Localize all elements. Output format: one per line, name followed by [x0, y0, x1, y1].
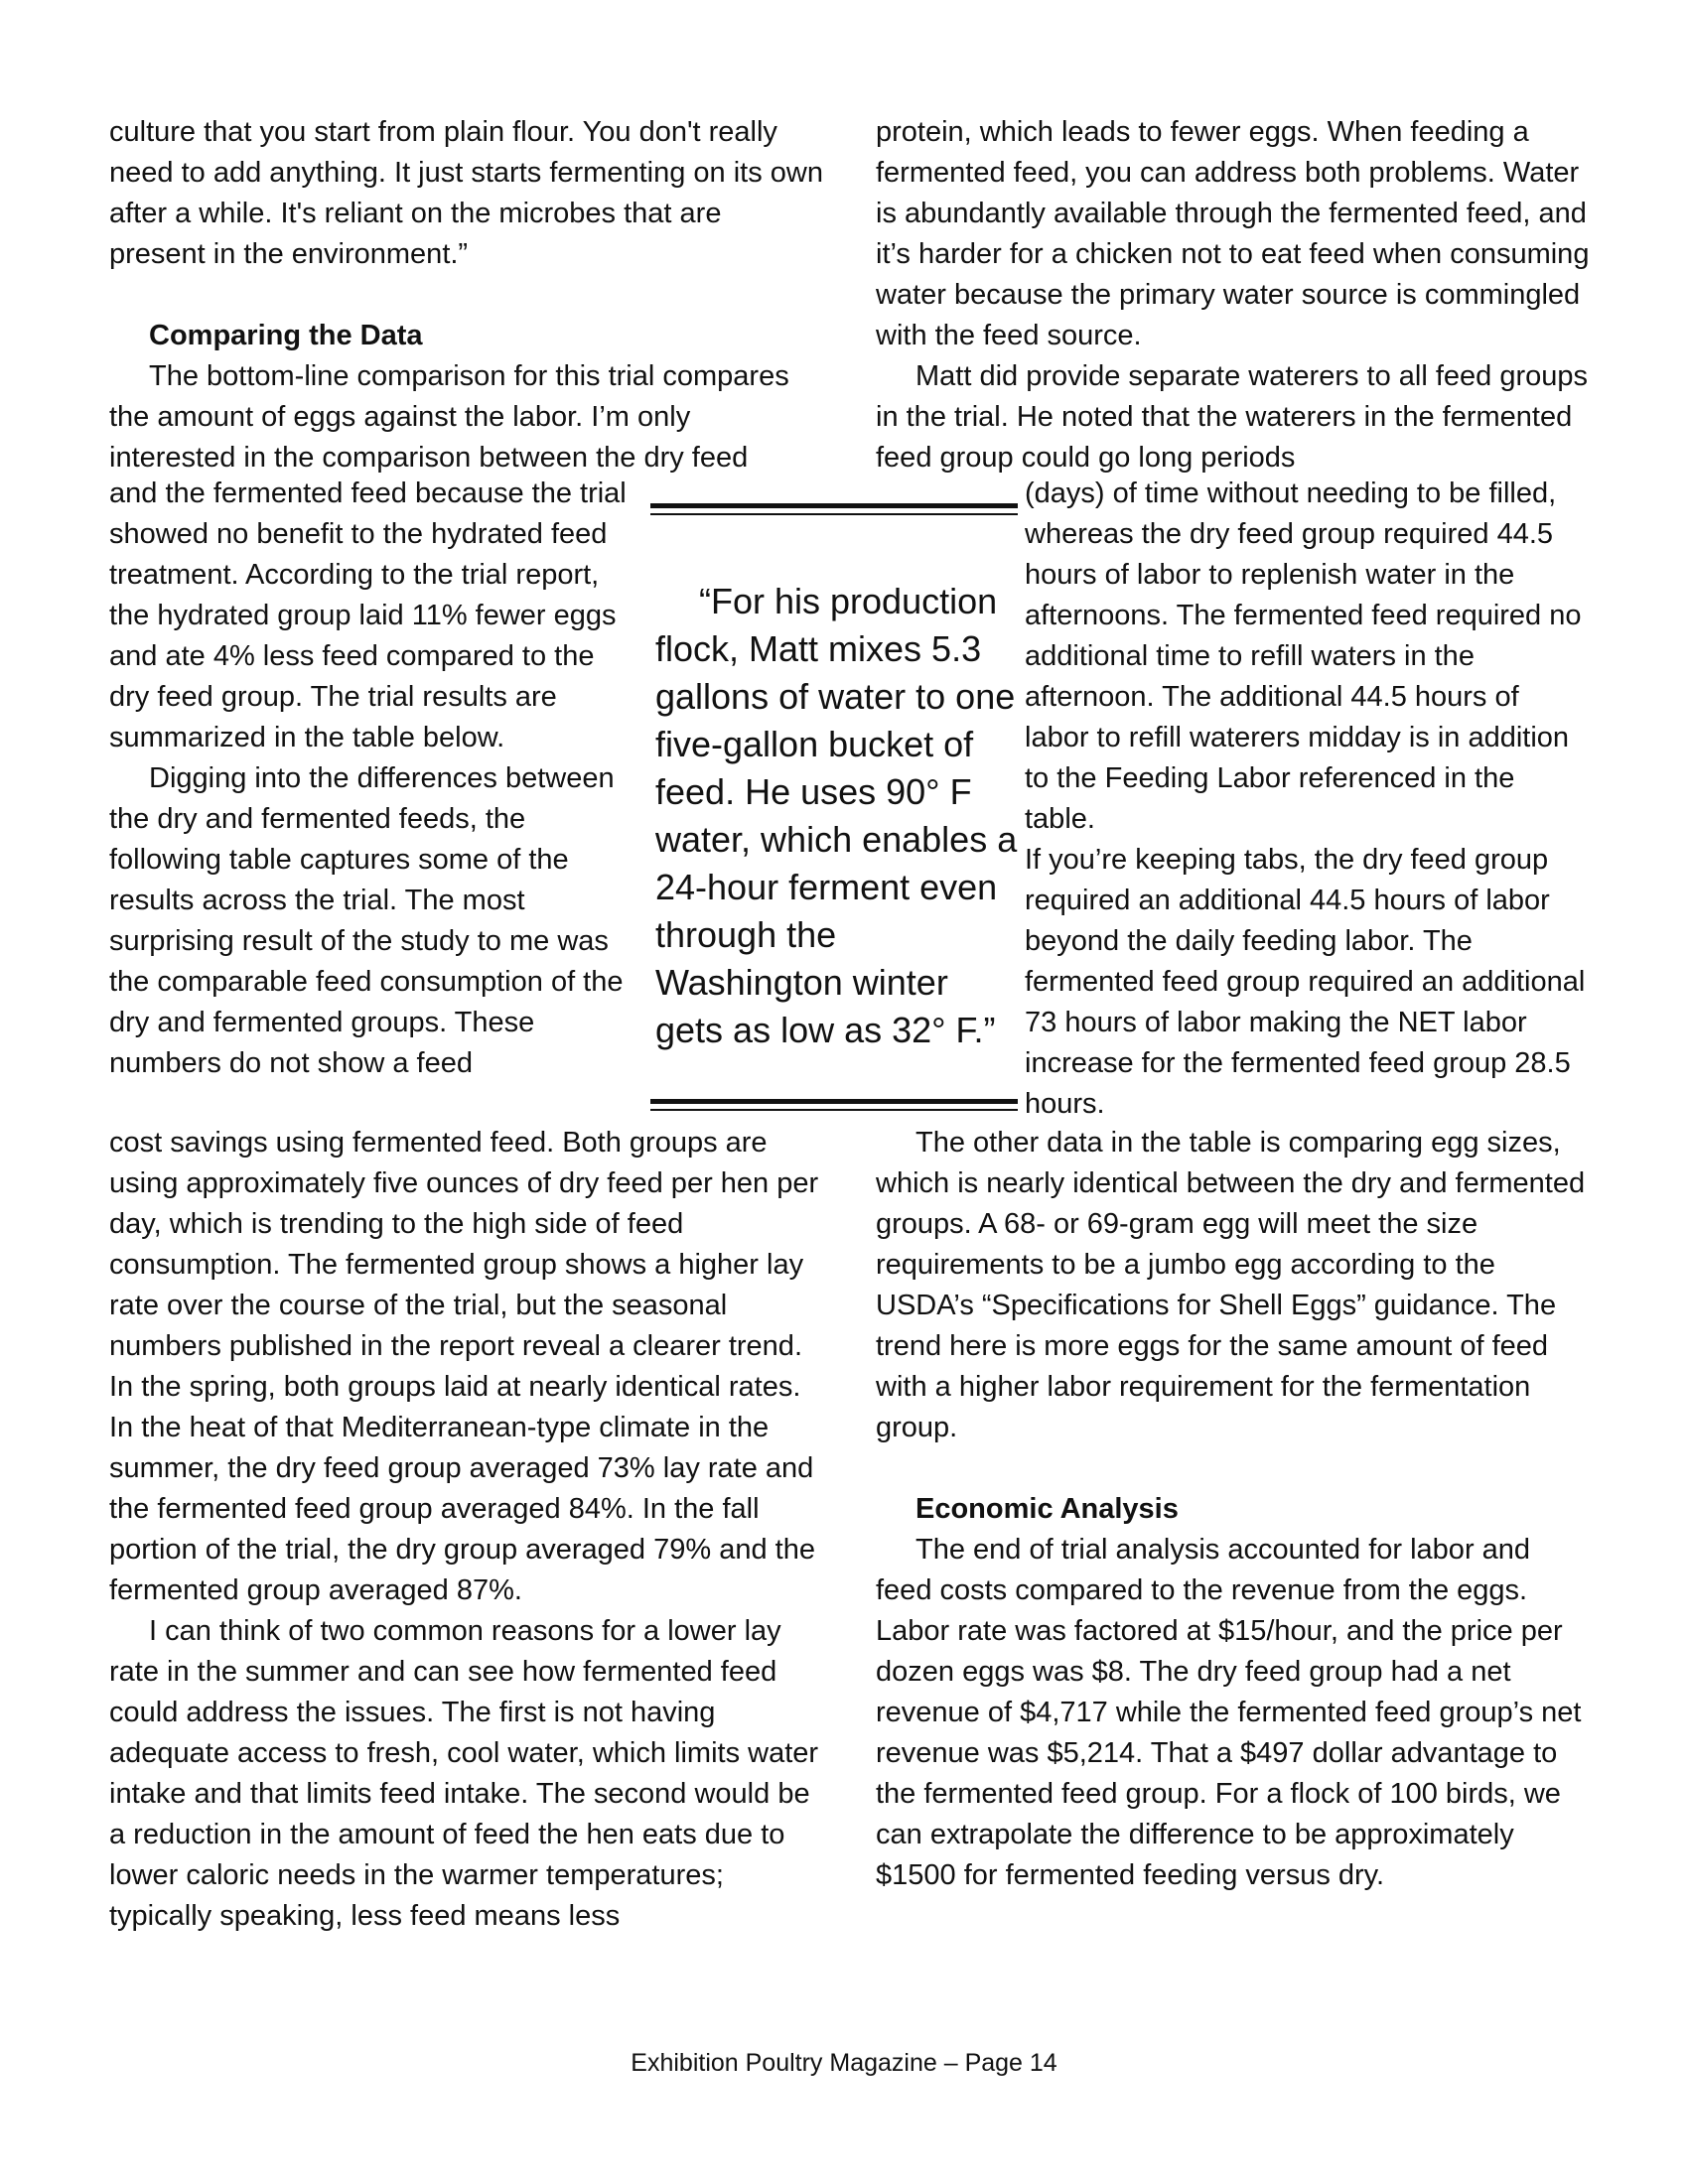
paragraph: Digging into the differences between the dry and fermented feeds, the following table captures some of the results across the trial. The most surprising result of the study to me was the comparable feed consumption of the dry and fermented groups. These numbers do not show a feed	[109, 762, 624, 1079]
pull-quote-rule-top	[650, 503, 1018, 515]
paragraph: The bottom-line comparison for this trial compares the amount of eggs against the labor. I’m only interested in the comparison between the dry feed	[109, 360, 789, 474]
paragraph: If you’re keeping tabs, the dry feed group required an additional 44.5 hours of labor beyond the daily feeding labor. The fermented feed group required an additional 73 hours of labor making the NET labor increase for the fermented feed group 28.5 hours.	[1025, 844, 1586, 1120]
right-column-bottom	[876, 1123, 1591, 1896]
paragraph: (days) of time without needing to be filled, whereas the dry feed group required 44.5 hours of labor to replenish water in the afternoons. The fermented feed required no additional time to refill waters in the afternoon. The additional 44.5 hours of labor to refill waterers midday is in addition to the Feeding Labor referenced in the table.	[1025, 478, 1582, 835]
paragraph: protein, which leads to fewer eggs. When feeding a fermented feed, you can address both problems. Water is abundantly available through the fermented feed, and it’s harder for a chicken not to eat feed when consuming water because the primary water source is commingled with the feed source.	[876, 116, 1590, 351]
section-heading-comparing-data: Comparing the Data	[149, 320, 423, 351]
pull-quote-text: “For his production flock, Matt mixes 5.3 gallons of water to one five-gallon bucket of feed. He uses 90° F water, which enables a 24-hour ferment even through the Washington winter gets as low as 32° F.”	[655, 581, 1018, 1050]
pull-quote-rule-bottom	[650, 1099, 1018, 1111]
left-column-wrap	[109, 474, 640, 1084]
left-column-bottom	[109, 1123, 824, 1937]
pull-quote	[655, 578, 1021, 1054]
page-footer: Exhibition Poultry Magazine – Page 14	[631, 2049, 1057, 2077]
left-column-top	[109, 112, 824, 478]
right-column-wrap	[1025, 474, 1591, 1125]
paragraph: and the fermented feed because the trial showed no benefit to the hydrated feed treatment. According to the trial report, the hydrated group laid 11% fewer eggs and ate 4% less feed compared to the dry feed group. The trial results are summarized in the table below.	[109, 478, 627, 753]
paragraph: culture that you start from plain flour. You don't really need to add anything. It just starts fermenting on its own after a while. It's reliant on the microbes that are present in the environment.”	[109, 116, 823, 270]
paragraph: I can think of two common reasons for a lower lay rate in the summer and can see how fermented feed could address the issues. The first is not having adequate access to fresh, cool water, which limits water intake and that limits feed intake. The second would be a reduction in the amount of feed the hen eats due to lower caloric needs in the warmer temperatures; typically speaking, less feed means less	[109, 1615, 819, 1932]
paragraph: The other data in the table is comparing egg sizes, which is nearly identical between the dry and fermented groups. A 68- or 69-gram egg will meet the size requirements to be a jumbo egg according to the USDA’s “Specifications for Shell Eggs” guidance. The trend here is more eggs for the same amount of feed with a higher labor requirement for the fermentation group.	[876, 1127, 1586, 1443]
section-heading-economic-analysis: Economic Analysis	[915, 1493, 1179, 1525]
paragraph: The end of trial analysis accounted for labor and feed costs compared to the revenue from the eggs. Labor rate was factored at $15/hour, and the price per dozen eggs was $8. The dry feed group had a net revenue of $4,717 while the fermented feed group’s net revenue was $5,214. That a $497 dollar advantage to the fermented feed group. For a flock of 100 birds, we can extrapolate the difference to be approximately $1500 for fermented feeding versus dry.	[876, 1534, 1582, 1891]
paragraph: Matt did provide separate waterers to all feed groups in the trial. He noted that the waterers in the fermented feed group could go long periods	[876, 360, 1589, 474]
right-column-top	[876, 112, 1591, 478]
paragraph: cost savings using fermented feed. Both groups are using approximately five ounces of dry feed per hen per day, which is trending to the high side of feed consumption. The fermented group shows a higher lay rate over the course of the trial, but the seasonal numbers published in the report reveal a clearer trend. In the spring, both groups laid at nearly identical rates. In the heat of that Mediterranean-type climate in the summer, the dry feed group averaged 73% lay rate and the fermented feed group averaged 84%. In the fall portion of the trial, the dry group averaged 79% and the fermented group averaged 87%.	[109, 1127, 819, 1606]
